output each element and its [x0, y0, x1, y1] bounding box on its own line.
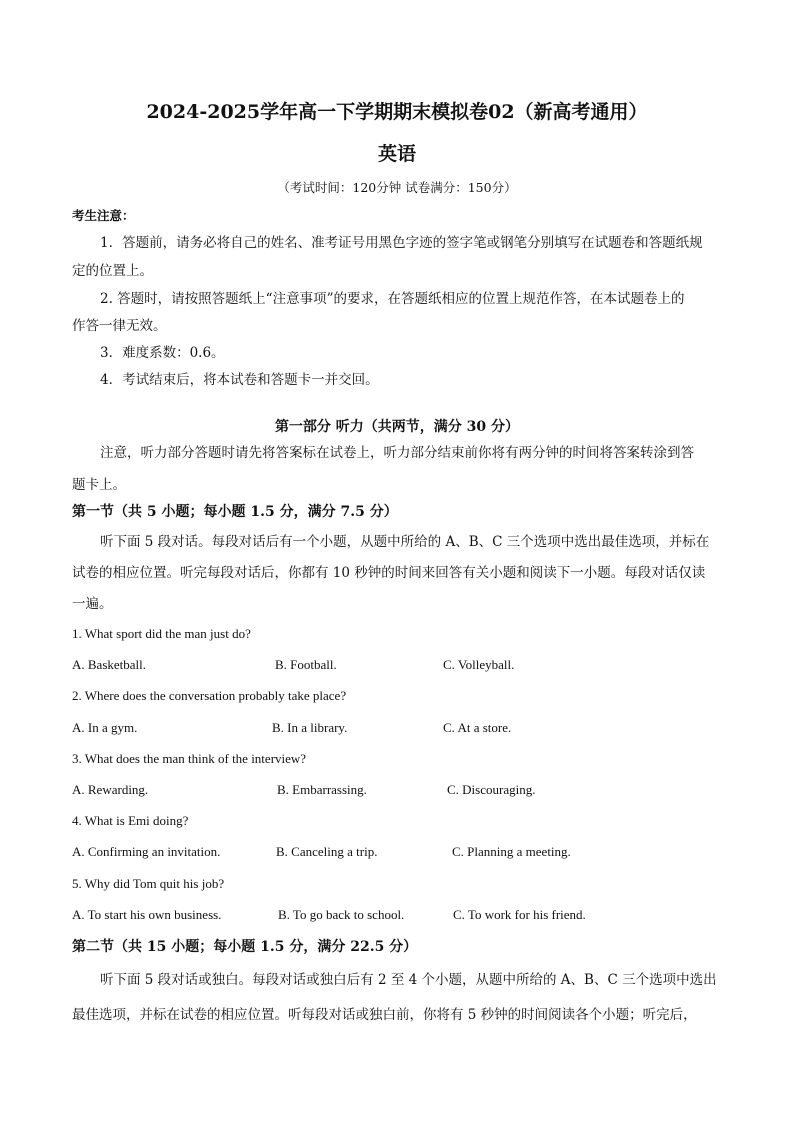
- section1-instr-line-2: 试卷的相应位置。听完每段对话后，你都有 10 秒钟的时间来回答有关小题和阅读下一小题。每段对话仅读: [72, 565, 706, 581]
- question-2-option-c: C. At a store.: [443, 720, 512, 735]
- exam-meta: （考试时间：120分钟 试卷满分：150分）: [277, 180, 517, 195]
- question-5-option-b: B. To go back to school.: [278, 907, 405, 922]
- question-1-stem: 1. What sport did the man just do?: [72, 626, 251, 641]
- question-4-option-c: C. Planning a meeting.: [452, 844, 571, 859]
- notice-item-1-line-1: 1．答题前，请务必将自己的姓名、准考证号用黑色字迹的签字笔或钢笔分别填写在试题卷和答题纸规: [100, 235, 703, 251]
- exam-subject: 英语: [377, 143, 416, 165]
- question-2-option-a: A. In a gym.: [72, 720, 138, 735]
- notice-item-1-line-2: 定的位置上。: [72, 263, 153, 279]
- part1-note-line-1: 注意，听力部分答题时请先将答案标在试卷上，听力部分结束前你将有两分钟的时间将答案转涂到答: [100, 445, 694, 461]
- notice-item-2-line-2: 作答一律无效。: [72, 318, 167, 334]
- section2-instr-line-1: 听下面 5 段对话或独白。每段对话或独白后有 2 至 4 个小题，从题中所给的 A、B、C 三个选项中选出: [100, 972, 717, 988]
- question-4-option-a: A. Confirming an invitation.: [72, 844, 221, 859]
- question-5-option-c: C. To work for his friend.: [453, 907, 586, 922]
- notice-label: 考生注意：: [72, 208, 135, 223]
- question-5-option-a: A. To start his own business.: [72, 907, 222, 922]
- question-1-option-c: C. Volleyball.: [443, 657, 515, 672]
- exam-title: 2024-2025学年高一下学期期末模拟卷02（新高考通用）: [146, 101, 648, 123]
- question-4-option-b: B. Canceling a trip.: [276, 844, 378, 859]
- part1-heading: 第一部分 听力（共两节，满分 30 分）: [274, 419, 520, 435]
- question-3-stem: 3. What does the man think of the interview?: [72, 751, 307, 766]
- section1-instr-line-3: 一遍。: [72, 596, 113, 612]
- section1-heading: 第一节（共 5 小题；每小题 1.5 分，满分 7.5 分）: [72, 504, 398, 520]
- section2-heading: 第二节（共 15 小题；每小题 1.5 分，满分 22.5 分）: [72, 939, 418, 955]
- question-3-option-b: B. Embarrassing.: [277, 782, 367, 797]
- question-1-option-a: A. Basketball.: [72, 657, 147, 672]
- question-2-option-b: B. In a library.: [272, 720, 348, 735]
- question-4-stem: 4. What is Emi doing?: [72, 813, 189, 828]
- question-3-option-a: A. Rewarding.: [72, 782, 149, 797]
- notice-item-4: 4．考试结束后，将本试卷和答题卡一并交回。: [100, 372, 379, 388]
- section2-instr-line-2: 最佳选项，并标在试卷的相应位置。听每段对话或独白前，你将有 5 秒钟的时间阅读各个小题；听完后，: [72, 1007, 697, 1023]
- question-1-option-b: B. Football.: [275, 657, 337, 672]
- question-5-stem: 5. Why did Tom quit his job?: [72, 876, 225, 891]
- question-3-option-c: C. Discouraging.: [447, 782, 536, 797]
- notice-item-3: 3．难度系数：0.6。: [100, 345, 225, 361]
- notice-item-2-line-1: 2. 答题时，请按照答题纸上“注意事项”的要求，在答题纸相应的位置上规范作答，在本试题卷上的: [100, 291, 685, 307]
- part1-note-line-2: 题卡上。: [72, 477, 126, 493]
- question-2-stem: 2. Where does the conversation probably take place?: [72, 688, 347, 703]
- section1-instr-line-1: 听下面 5 段对话。每段对话后有一个小题，从题中所给的 A、B、C 三个选项中选出最佳选项，并标在: [100, 534, 710, 550]
